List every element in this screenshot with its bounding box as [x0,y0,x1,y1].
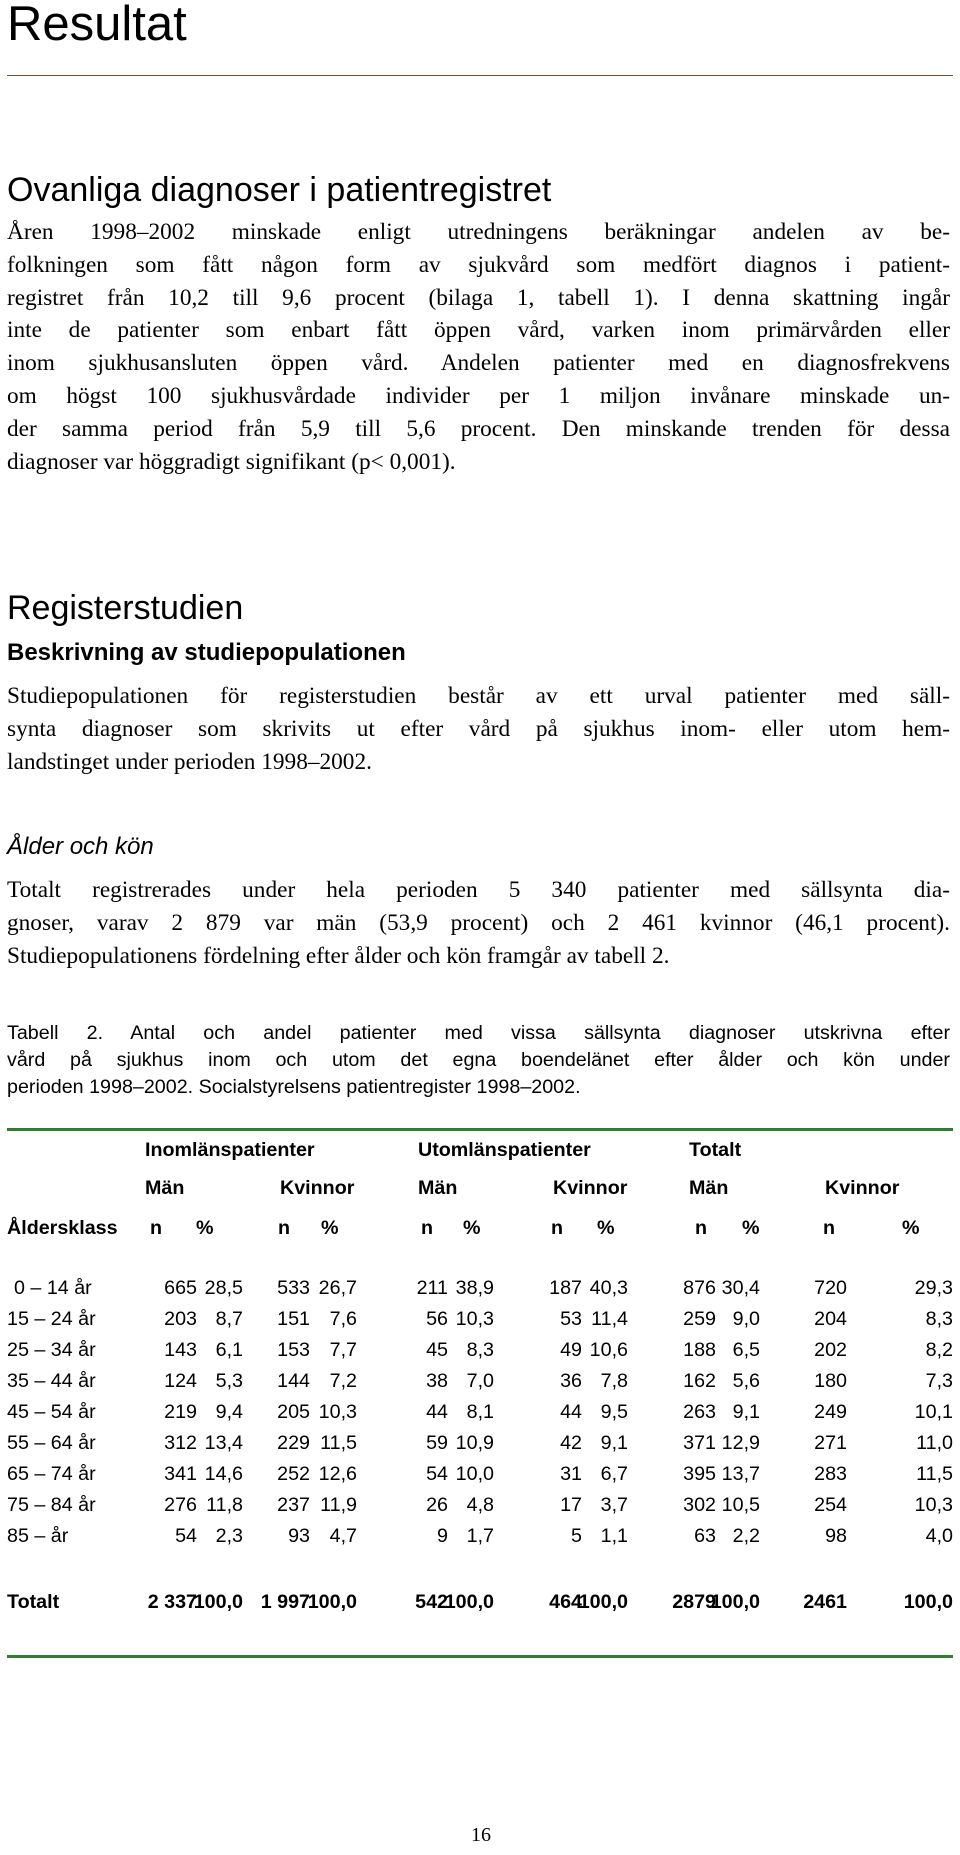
chapter-title: Resultat [7,0,187,51]
table-cell: 7,3 [925,1370,953,1392]
table-sex-header: Kvinnor [553,1177,628,1199]
table-cell: 254 [814,1494,847,1516]
page-number: 16 [471,1824,491,1846]
table-sex-header: Män [689,1177,729,1199]
table-cell: 38,9 [455,1277,494,1299]
table-bottom-rule [7,1655,953,1658]
table-sub-header: n [150,1217,163,1239]
table-cell: 263 [683,1401,716,1423]
table-cell: 17 [560,1494,582,1516]
table-cell: 7,6 [329,1308,357,1330]
table-caption [7,1020,950,1100]
table-cell: 49 [560,1339,582,1361]
table-cell: 14,6 [204,1463,243,1485]
table-sub-header: % [196,1217,214,1239]
table-cell: 237 [277,1494,310,1516]
table-total-cell: 2461 [803,1591,847,1613]
table-row-label: 75 – 84 år [7,1494,96,1516]
table-group-header: Inomlänspatienter [145,1139,315,1161]
table-cell: 1,1 [600,1525,628,1547]
table-cell: 10,3 [455,1308,494,1330]
table-total-cell: 1 997 [260,1591,310,1613]
table-row-label: 25 – 34 år [7,1339,96,1361]
table-row-label: 85 – år [7,1525,69,1547]
table-cell: 2,2 [732,1525,760,1547]
table-cell: 56 [426,1308,448,1330]
table-cell: 283 [814,1463,847,1485]
table-cell: 44 [426,1401,448,1423]
table-sex-header: Kvinnor [280,1177,355,1199]
table-cell: 5,6 [732,1370,760,1392]
table-sub-header: % [742,1217,760,1239]
table-total-cell: 100,0 [307,1591,357,1613]
table-cell: 13,7 [721,1463,760,1485]
section-heading-ovanliga-diagnoser: Ovanliga diagnoser i patientregistret [7,171,552,209]
paragraph-line: registret från 10,2 till 9,6 procent (bilaga 1, tabell 1). I denna skattning ingår [7,284,950,311]
table-cell: 7,2 [329,1370,357,1392]
table-cell: 259 [683,1308,716,1330]
table-cell: 9,0 [732,1308,760,1330]
table-cell: 36 [560,1370,582,1392]
chapter-divider [7,75,953,76]
paragraph-line: Studiepopulationens fördelning efter ålder och kön framgår av tabell 2. [7,942,670,969]
paragraph-line: Totalt registrerades under hela perioden 5 340 patienter med sällsynta dia- [7,877,950,903]
table-sub-header: n [551,1217,564,1239]
table-cell: 26,7 [318,1277,357,1299]
table-cell: 271 [814,1432,847,1454]
table-cell: 38 [426,1370,448,1392]
table-cell: 29,3 [914,1277,953,1299]
table-cell: 12,6 [318,1463,357,1485]
table-cell: 6,7 [600,1463,628,1485]
paragraph-line: Åren 1998–2002 minskade enligt utredningens beräkningar andelen av be- [7,219,950,245]
table-sub-header: % [321,1217,339,1239]
table-cell: 11,4 [591,1308,628,1330]
paragraph-line: folkningen som fått någon form av sjukvård som medfört diagnos i patient- [7,251,950,278]
table-cell: 44 [560,1401,582,1423]
table-cell: 11,0 [916,1432,953,1454]
table-cell: 10,1 [914,1401,953,1423]
table-total-cell: 2 337 [147,1591,197,1613]
table-cell: 180 [814,1370,847,1392]
table-cell: 6,5 [732,1339,760,1361]
table-cell: 8,2 [925,1339,953,1361]
table-cell: 533 [277,1277,310,1299]
paragraph-line: Studiepopulationen för registerstudien består av ett urval patienter med säll- [7,683,950,709]
table-total-cell: 2879 [672,1591,716,1613]
table-cell: 45 [426,1339,448,1361]
table-cell: 395 [683,1463,716,1485]
table-cell: 5 [571,1525,582,1547]
table-cell: 143 [164,1339,197,1361]
table-total-label: Totalt [7,1591,60,1613]
table-cell: 219 [164,1401,197,1423]
table-cell: 9,5 [600,1401,628,1423]
table-sub-header: n [695,1217,708,1239]
table-cell: 8,3 [466,1339,494,1361]
table-cell: 98 [825,1525,847,1547]
table-cell: 9,4 [215,1401,243,1423]
table-cell: 162 [683,1370,716,1392]
table-cell: 187 [549,1277,582,1299]
table-cell: 7,7 [329,1339,357,1361]
table-cell: 10,9 [455,1432,494,1454]
table-cell: 53 [560,1308,582,1330]
table-cell: 5,3 [215,1370,243,1392]
caption-line: perioden 1998–2002. Socialstyrelsens patientregister 1998–2002. [7,1075,581,1098]
table-total-cell: 100,0 [193,1591,243,1613]
table-cell: 12,9 [721,1432,760,1454]
table-cell: 720 [814,1277,847,1299]
table-cell: 252 [277,1463,310,1485]
table-cell: 11,8 [206,1494,243,1516]
table-cell: 2,3 [215,1525,243,1547]
paragraph-line: inom sjukhusansluten öppen vård. Andelen patienter med en diagnosfrekvens [7,350,950,377]
table-cell: 10,3 [914,1494,953,1516]
table-group-header: Totalt [689,1139,742,1161]
table-cell: 144 [277,1370,310,1392]
table-sex-header: Kvinnor [825,1177,900,1199]
table-total-cell: 100,0 [444,1591,494,1613]
paragraph-line: om högst 100 sjukhusvårdade individer per 1 miljon invånare minskade un- [7,382,950,409]
table-row-label: 65 – 74 år [7,1463,96,1485]
table-cell: 10,5 [721,1494,760,1516]
table-cell: 1,7 [466,1525,494,1547]
table-cell: 26 [426,1494,448,1516]
table-total-cell: 100,0 [710,1591,760,1613]
table-top-rule [7,1128,953,1131]
paragraph-line: synta diagnoser som skrivits ut efter vård på sjukhus inom- eller utom hem- [7,715,950,742]
table-cell: 4,0 [925,1525,953,1547]
table-cell: 10,0 [455,1463,494,1485]
table-cell: 229 [277,1432,310,1454]
table-cell: 6,1 [215,1339,243,1361]
table-cell: 876 [683,1277,716,1299]
table-total-cell: 464 [549,1591,582,1613]
paragraph-line: landstinget under perioden 1998–2002. [7,748,372,775]
table-total-cell: 100,0 [903,1591,953,1613]
subheading-beskrivning: Beskrivning av studiepopulationen [7,639,406,666]
section1-paragraph [7,216,950,478]
table-cell: 341 [164,1463,197,1485]
paragraph-line: diagnoser var höggradigt signifikant (p< 0,001). [7,448,456,475]
table-cell: 203 [164,1308,197,1330]
paragraph-line: inte de patienter som enbart fått öppen vård, varken inom primärvården eller [7,317,950,344]
table-sub-header: % [463,1217,481,1239]
table-cell: 151 [277,1308,310,1330]
table-cell: 42 [560,1432,582,1454]
table-age-header: Åldersklass [7,1217,118,1239]
subheading-alder-och-kon: Ålder och kön [7,833,154,860]
table-row-label: 35 – 44 år [7,1370,96,1392]
table-cell: 124 [164,1370,197,1392]
table-cell: 8,3 [925,1308,953,1330]
table-cell: 11,9 [320,1494,357,1516]
caption-line: vård på sjukhus inom och utom det egna boendelänet efter ålder och kön under [7,1048,950,1071]
table-sex-header: Män [145,1177,185,1199]
table-total-cell: 100,0 [578,1591,628,1613]
table-cell: 11,5 [320,1432,357,1454]
table-cell: 153 [277,1339,310,1361]
paragraph-line: gnoser, varav 2 879 var män (53,9 procent) och 2 461 kvinnor (46,1 procent). [7,909,950,936]
table-sub-header: n [823,1217,836,1239]
table-sub-header: n [278,1217,291,1239]
table-row-label: 15 – 24 år [7,1308,96,1330]
table-cell: 28,5 [204,1277,243,1299]
table-cell: 93 [288,1525,310,1547]
table-cell: 54 [426,1463,448,1485]
section-heading-registerstudien: Registerstudien [7,589,244,627]
table-cell: 4,7 [329,1525,357,1547]
table-cell: 249 [814,1401,847,1423]
table-cell: 10,6 [589,1339,628,1361]
table-cell: 40,3 [589,1277,628,1299]
table-cell: 13,4 [204,1432,243,1454]
paragraph-line: der samma period från 5,9 till 5,6 procent. Den minskande trenden för dessa [7,415,950,442]
table-cell: 3,7 [600,1494,628,1516]
table-cell: 9 [437,1525,448,1547]
table-cell: 11,5 [916,1463,953,1485]
table-cell: 665 [164,1277,197,1299]
table-cell: 7,0 [466,1370,494,1392]
table-row-label: 55 – 64 år [7,1432,96,1454]
table-sub-header: % [597,1217,615,1239]
table-group-header: Utomlänspatienter [418,1139,591,1161]
table-sub-header: n [421,1217,434,1239]
table-sub-header: % [902,1217,920,1239]
table-total-cell: 542 [415,1591,448,1613]
table-cell: 59 [426,1432,448,1454]
table-cell: 10,3 [318,1401,357,1423]
table-cell: 30,4 [721,1277,760,1299]
table-cell: 9,1 [600,1432,628,1454]
table-row-label: 45 – 54 år [7,1401,96,1423]
table-cell: 188 [683,1339,716,1361]
table-cell: 63 [694,1525,716,1547]
section2-paragraph [7,680,950,778]
table-cell: 8,1 [466,1401,494,1423]
table-cell: 31 [560,1463,582,1485]
table-cell: 204 [814,1308,847,1330]
section3-paragraph [7,874,950,972]
table-cell: 312 [164,1432,197,1454]
table-cell: 8,7 [215,1308,243,1330]
table-cell: 7,8 [600,1370,628,1392]
table-cell: 4,8 [466,1494,494,1516]
table-row-label: 0 – 14 år [14,1277,92,1299]
table-cell: 276 [164,1494,197,1516]
table-cell: 205 [277,1401,310,1423]
table-cell: 371 [683,1432,716,1454]
table-cell: 211 [416,1277,448,1299]
table-cell: 54 [175,1525,197,1547]
table-cell: 9,1 [732,1401,760,1423]
caption-line: Tabell 2. Antal och andel patienter med vissa sällsynta diagnoser utskrivna efter [7,1022,950,1044]
table-sex-header: Män [418,1177,458,1199]
table-cell: 302 [683,1494,716,1516]
table-cell: 202 [814,1339,847,1361]
